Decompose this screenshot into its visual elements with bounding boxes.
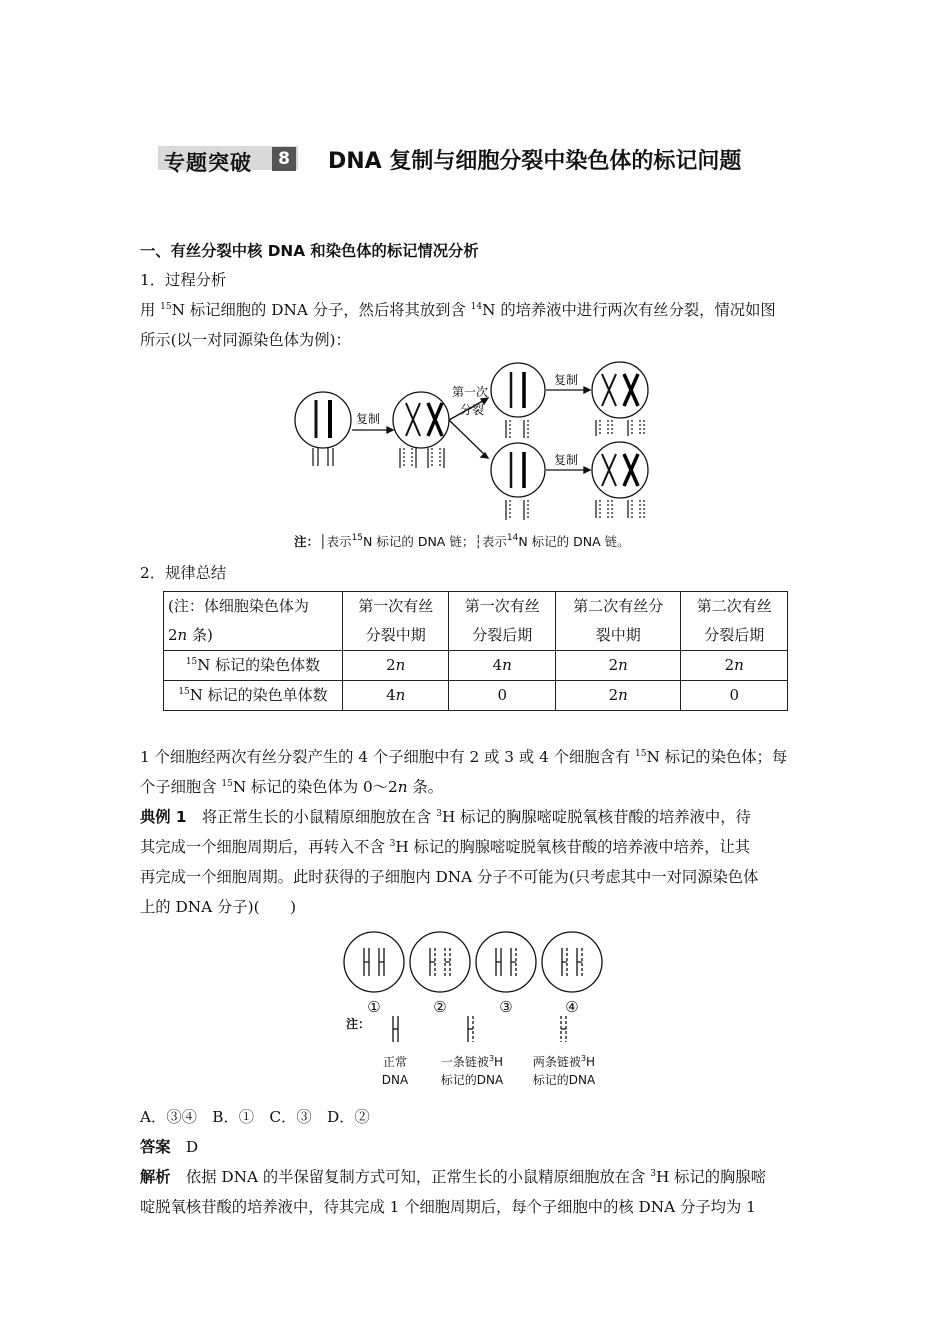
topic-badge xyxy=(158,146,298,175)
table-header-col4: 第二次有丝 分裂后期 xyxy=(681,592,788,651)
table-cell: 4n xyxy=(449,651,555,681)
answer: 答案 D xyxy=(140,1138,199,1156)
example-line1: 典例 1 将正常生长的小鼠精原细胞放在含 $^3$H 标记的胸腺嘧啶脱氧核苷酸的培养液中，待 xyxy=(140,808,751,826)
table-header-col2: 第一次有丝 分裂后期 xyxy=(449,592,555,651)
parent-cell xyxy=(295,392,351,448)
second-replication-top xyxy=(592,362,648,418)
table-header-note: (注：体细胞染色体为 2n 条) xyxy=(164,592,343,651)
option-cell-4 xyxy=(542,932,602,992)
table-cell: 4n xyxy=(343,681,449,711)
example-line4: 上的 DNA 分子)( ) xyxy=(140,898,297,916)
conclusion-line2: 个子细胞含 $^{15}$N 标记的染色体为 0～2n 条。 xyxy=(140,778,444,796)
analysis-line2: 啶脱氧核苷酸的培养液中，待其完成 1 个细胞周期后，每个子细胞中的核 DNA 分子均为 1 xyxy=(140,1198,756,1216)
dna-options-figure xyxy=(340,930,620,1090)
option-cell-3 xyxy=(476,932,536,992)
label-copy-2: 复制 xyxy=(554,373,579,387)
option-label-2: ② xyxy=(433,998,447,1016)
table-cell: 2n xyxy=(555,651,681,681)
subheading-summary: 2．规律总结 xyxy=(140,564,227,582)
summary-table xyxy=(163,591,788,711)
daughter-cell-bottom xyxy=(491,443,545,497)
replicated-cell xyxy=(393,392,449,448)
example-line2: 其完成一个细胞周期后，再转入不含 $^3$H 标记的胸腺嘧啶脱氧核苷酸的培养液中培养，让其 xyxy=(140,838,751,856)
option-label-3: ③ xyxy=(499,998,513,1016)
table-row-label: $^{15}$N 标记的染色单体数 xyxy=(164,681,343,711)
option-cell-1 xyxy=(344,932,404,992)
label-copy-1: 复制 xyxy=(356,412,381,426)
legend-two-strand-line1: 两条链被$^3$H xyxy=(532,1054,596,1069)
figure2-note: 注： xyxy=(345,1017,371,1031)
second-replication-bottom xyxy=(592,442,648,498)
paragraph-process: 用 $^{15}$N 标记细胞的 DNA 分子，然后将其放到含 $^{14}$N 的培养液中进行两次有丝分裂，情况如图 xyxy=(140,301,776,319)
badge-number: 8 xyxy=(272,147,296,171)
parent-chromosomes xyxy=(316,400,330,438)
conclusion-line1: 1 个细胞经两次有丝分裂产生的 4 个子细胞中有 2 或 3 或 4 个细胞含有 $^{15}$N 标记的染色体；每 xyxy=(140,748,788,766)
table-cell: 2n xyxy=(555,681,681,711)
table-header-col3: 第二次有丝分 裂中期 xyxy=(555,592,681,651)
option-label-4: ④ xyxy=(565,998,579,1016)
label-first-division-1: 第一次 xyxy=(452,385,489,399)
table-row xyxy=(164,681,788,711)
table-row xyxy=(164,651,788,681)
label-copy-3: 复制 xyxy=(554,453,579,467)
analysis-line1: 解析 依据 DNA 的半保留复制方式可知，正常生长的小鼠精原细胞放在含 $^3$H 标记的胸腺嘧 xyxy=(140,1168,766,1186)
example-line3: 再完成一个细胞周期。此时获得的子细胞内 DNA 分子不可能为(只考虑其中一对同源染色体 xyxy=(140,868,759,886)
legend-two-strand-line2: 标记的DNA xyxy=(532,1073,596,1087)
daughter-cell-top xyxy=(491,363,545,417)
section-heading: 一、有丝分裂中核 DNA 和染色体的标记情况分析 xyxy=(140,242,479,260)
paragraph-process-line2: 所示(以一对同源染色体为例)： xyxy=(140,331,351,349)
table-header-col1: 第一次有丝 分裂中期 xyxy=(343,592,449,651)
figure1-note: 注：│表示$^{15}$N 标记的 DNA 链；┆表示$^{14}$N 标记的 DNA 链。 xyxy=(294,533,630,549)
replicated-chromosomes xyxy=(406,403,442,436)
label-first-division-2: 分裂 xyxy=(460,403,485,417)
table-cell: 0 xyxy=(449,681,555,711)
table-header-row xyxy=(164,592,788,651)
badge-label: 专题突破 xyxy=(164,151,252,175)
legend-one-strand-line2: 标记的DNA xyxy=(440,1073,504,1087)
page-title: DNA 复制与细胞分裂中染色体的标记问题 xyxy=(328,149,742,174)
legend-normal-line1: 正常 xyxy=(382,1055,408,1069)
table-cell: 0 xyxy=(681,681,788,711)
legend-normal-line2: DNA xyxy=(381,1073,409,1087)
subheading-process: 1．过程分析 xyxy=(140,271,227,289)
title-row xyxy=(158,140,838,180)
answer-options: A．③④ B．① C．③ D．② xyxy=(140,1108,370,1126)
mitosis-figure xyxy=(290,358,670,530)
option-cell-2 xyxy=(410,932,470,992)
table-cell: 2n xyxy=(343,651,449,681)
table-cell: 2n xyxy=(681,651,788,681)
table-row-label: $^{15}$N 标记的染色体数 xyxy=(164,651,343,681)
legend-one-strand-line1: 一条链被$^3$H xyxy=(440,1054,504,1069)
option-label-1: ① xyxy=(367,998,381,1016)
